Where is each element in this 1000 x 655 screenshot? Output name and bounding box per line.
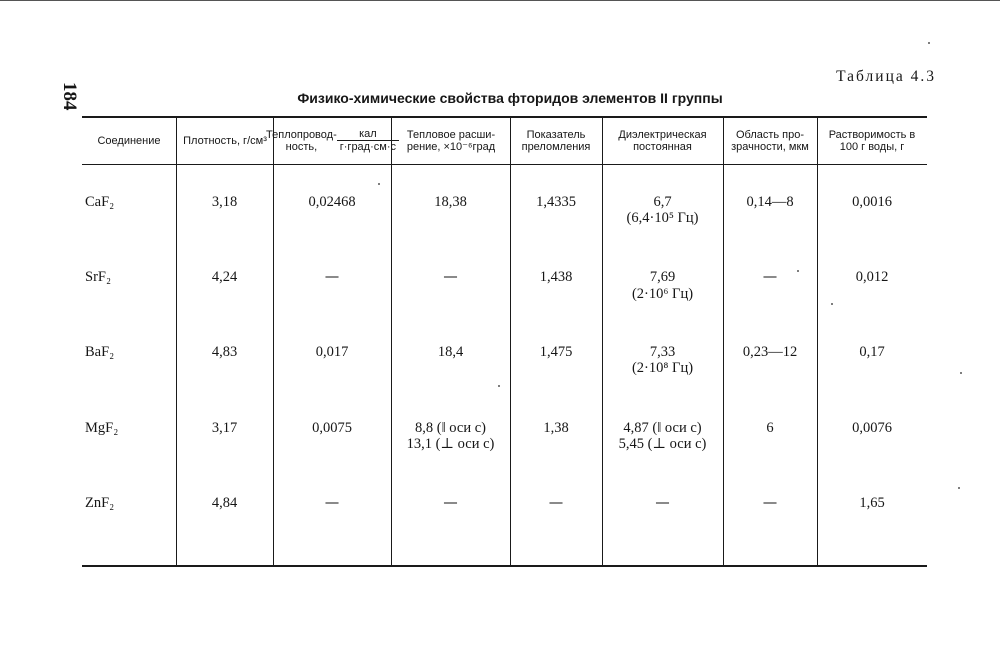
unit-denominator: г·град·см·с — [337, 140, 399, 153]
cell-dielectric-frequency: (2·10⁶ Гц) — [631, 286, 694, 302]
header-compound: Соединение — [97, 135, 161, 147]
cell-density: 3,18 — [211, 194, 238, 210]
cell-dielectric: 7,33 — [649, 344, 676, 360]
cell-transparency: 0,14—8 — [746, 194, 794, 210]
cell-transparency: 6 — [766, 420, 774, 436]
cell-expansion: — — [443, 495, 458, 511]
cell-compound: CaF₂ — [85, 194, 115, 210]
scan-speck — [498, 385, 500, 387]
header-conductivity — [266, 118, 396, 164]
cell-solubility: 0,0076 — [852, 420, 892, 436]
cell-solubility: 1,65 — [859, 495, 885, 511]
page-number: 184 — [59, 82, 80, 111]
unit-numerator: кал — [359, 128, 377, 140]
cell-solubility: 0,0016 — [852, 194, 892, 210]
cell-dielectric-perpendicular: 5,45 (⊥ оси c) — [618, 436, 707, 452]
cell-dielectric: 7,69 — [649, 269, 676, 285]
header-conductivity-unit — [337, 129, 399, 153]
cell-conductivity: 0,0075 — [312, 420, 352, 436]
header-expansion: Тепловое расши-рение, ×10⁻⁶град — [406, 129, 496, 153]
cell-compound: BaF₂ — [85, 344, 115, 360]
header-solubility: Растворимость в 100 г воды, г — [828, 129, 916, 153]
cell-solubility: 0,17 — [859, 344, 885, 360]
cell-dielectric: 6,7 — [653, 194, 672, 210]
cell-dielectric: 4,87 (‖ оси c) — [623, 420, 702, 436]
cell-refraction: 1,4335 — [536, 194, 576, 210]
cell-density: 3,17 — [211, 420, 238, 436]
scan-speck — [831, 303, 833, 305]
cell-density: 4,83 — [211, 344, 238, 360]
cell-transparency: — — [762, 269, 778, 285]
cell-solubility: 0,012 — [855, 269, 889, 285]
cell-conductivity: 0,017 — [315, 344, 349, 360]
cell-dielectric: — — [655, 495, 670, 511]
cell-refraction: 1,38 — [543, 420, 569, 436]
cell-expansion-perpendicular: 13,1 (⊥ оси c) — [406, 436, 495, 452]
cell-expansion: — — [443, 269, 458, 285]
cell-refraction: — — [548, 495, 564, 511]
cell-transparency: 0,23—12 — [742, 344, 798, 360]
cell-compound: MgF₂ — [85, 420, 119, 436]
cell-compound: ZnF₂ — [85, 495, 115, 511]
scan-top-border — [0, 0, 1000, 1]
cell-transparency: — — [762, 495, 778, 511]
cell-conductivity: — — [324, 269, 340, 285]
cell-refraction: 1,438 — [539, 269, 573, 285]
scan-speck — [960, 372, 962, 374]
cell-density: 4,24 — [211, 269, 238, 285]
cell-density: 4,84 — [211, 495, 238, 511]
cell-conductivity: 0,02468 — [308, 194, 356, 210]
cell-dielectric-frequency: (6,4·10⁵ Гц) — [626, 210, 699, 226]
cell-compound: SrF₂ — [85, 269, 112, 285]
header-dielectric: Диэлектрическая постоянная — [618, 129, 707, 153]
header-refraction: Показатель преломления — [521, 129, 591, 153]
scan-speck — [378, 183, 380, 185]
scan-speck — [928, 42, 930, 44]
header-density: Плотность, г/см³ — [183, 135, 267, 147]
table-title: Физико-химические свойства фторидов элементов II группы — [297, 90, 723, 106]
table-label: Таблица 4.3 — [836, 68, 936, 85]
header-conductivity-text: Теплопровод-ность, — [266, 129, 337, 153]
cell-refraction: 1,475 — [539, 344, 573, 360]
table-bottom-rule — [82, 565, 927, 567]
cell-dielectric-frequency: (2·10⁸ Гц) — [631, 360, 694, 376]
cell-expansion: 18,38 — [434, 194, 467, 210]
cell-expansion: 8,8 (‖ оси c) — [415, 420, 486, 436]
scan-speck — [958, 487, 960, 489]
header-transparency: Область про-зрачности, мкм — [731, 129, 809, 153]
scan-speck — [797, 270, 799, 272]
cell-expansion: 18,4 — [437, 344, 464, 360]
header-rule — [82, 164, 927, 165]
cell-conductivity: — — [324, 495, 340, 511]
